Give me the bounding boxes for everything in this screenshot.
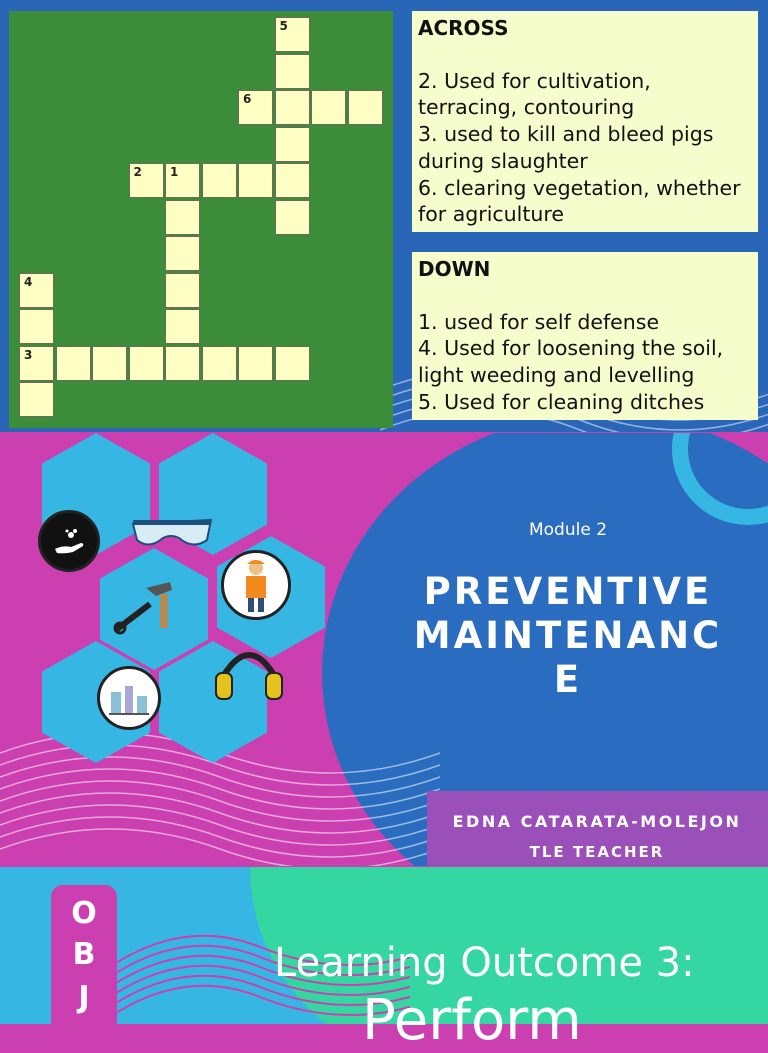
author-role: TLE TEACHER bbox=[529, 843, 665, 861]
clue-number: 5 bbox=[279, 19, 288, 33]
clue-number: 2 bbox=[133, 165, 142, 179]
crossword-cell[interactable] bbox=[238, 163, 273, 198]
objectives-letter: J bbox=[78, 980, 90, 1015]
across-heading: ACROSS bbox=[418, 16, 509, 40]
module-label: Module 2 bbox=[528, 520, 608, 540]
crossword-cell[interactable] bbox=[275, 346, 310, 381]
cleaning-supplies-icon bbox=[97, 666, 161, 730]
across-clue: 3. used to kill and bleed pigs during slaughter bbox=[418, 122, 714, 173]
worker-icon bbox=[221, 550, 291, 620]
crossword-cell[interactable] bbox=[275, 163, 310, 198]
across-clue: 2. Used for cultivation, terracing, contouring bbox=[418, 68, 651, 120]
author-name: EDNA CATARATA-MOLEJON bbox=[452, 812, 742, 831]
across-clues-box bbox=[412, 11, 758, 232]
crossword-cell[interactable] bbox=[165, 163, 200, 198]
crossword-cell[interactable] bbox=[19, 273, 54, 308]
learning-outcome-heading: Learning Outcome 3: bbox=[274, 940, 695, 986]
tools-icon bbox=[112, 578, 192, 640]
crossword-cell[interactable] bbox=[19, 382, 54, 417]
crossword-cell[interactable] bbox=[275, 17, 310, 52]
crossword-cell[interactable] bbox=[129, 346, 164, 381]
crossword-cell[interactable] bbox=[275, 200, 310, 235]
outcome-text: Perform bbox=[362, 988, 582, 1053]
crossword-cell[interactable] bbox=[92, 346, 127, 381]
safety-goggles-icon bbox=[131, 518, 213, 558]
crossword-cell[interactable] bbox=[202, 163, 237, 198]
crossword-cell[interactable] bbox=[165, 236, 200, 271]
crossword-cell[interactable] bbox=[348, 90, 383, 125]
crossword-cell[interactable] bbox=[238, 346, 273, 381]
crossword-cell[interactable] bbox=[165, 273, 200, 308]
down-clue: 1. used for self defense bbox=[418, 309, 660, 334]
crossword-grid bbox=[9, 11, 393, 428]
down-clues-box bbox=[412, 252, 758, 420]
objectives-letter: B bbox=[72, 937, 96, 972]
objectives-letter: O bbox=[71, 896, 97, 931]
crossword-cell[interactable] bbox=[19, 309, 54, 344]
crossword-slide bbox=[0, 0, 768, 432]
clue-number: 1 bbox=[170, 165, 179, 179]
crossword-cell[interactable] bbox=[275, 90, 310, 125]
crossword-cell[interactable] bbox=[165, 346, 200, 381]
crossword-cell[interactable] bbox=[202, 346, 237, 381]
down-heading: DOWN bbox=[418, 257, 491, 281]
crossword-cell[interactable] bbox=[165, 200, 200, 235]
crossword-cell[interactable] bbox=[275, 127, 310, 162]
crossword-cell[interactable] bbox=[275, 54, 310, 89]
crossword-cell[interactable] bbox=[19, 346, 54, 381]
presentation-title: PREVENTIVE MAINTENANC E bbox=[413, 570, 723, 701]
across-clue: 6. clearing vegetation, whether for agriculture bbox=[418, 175, 741, 227]
down-clue: 5. Used for cleaning ditches bbox=[418, 389, 705, 414]
clue-number: 6 bbox=[243, 92, 252, 106]
crossword-cell[interactable] bbox=[311, 90, 346, 125]
crossword-cell[interactable] bbox=[129, 163, 164, 198]
crossword-cell[interactable] bbox=[56, 346, 91, 381]
hand-dirt-icon bbox=[38, 510, 100, 572]
crossword-cell[interactable] bbox=[165, 309, 200, 344]
clue-number: 3 bbox=[24, 347, 33, 362]
down-clue: 4. Used for loosening the soil, light weeding and levelling bbox=[418, 336, 724, 388]
ear-muffs-icon bbox=[214, 645, 284, 707]
clue-number: 4 bbox=[24, 274, 33, 289]
crossword-cell[interactable] bbox=[238, 90, 273, 125]
